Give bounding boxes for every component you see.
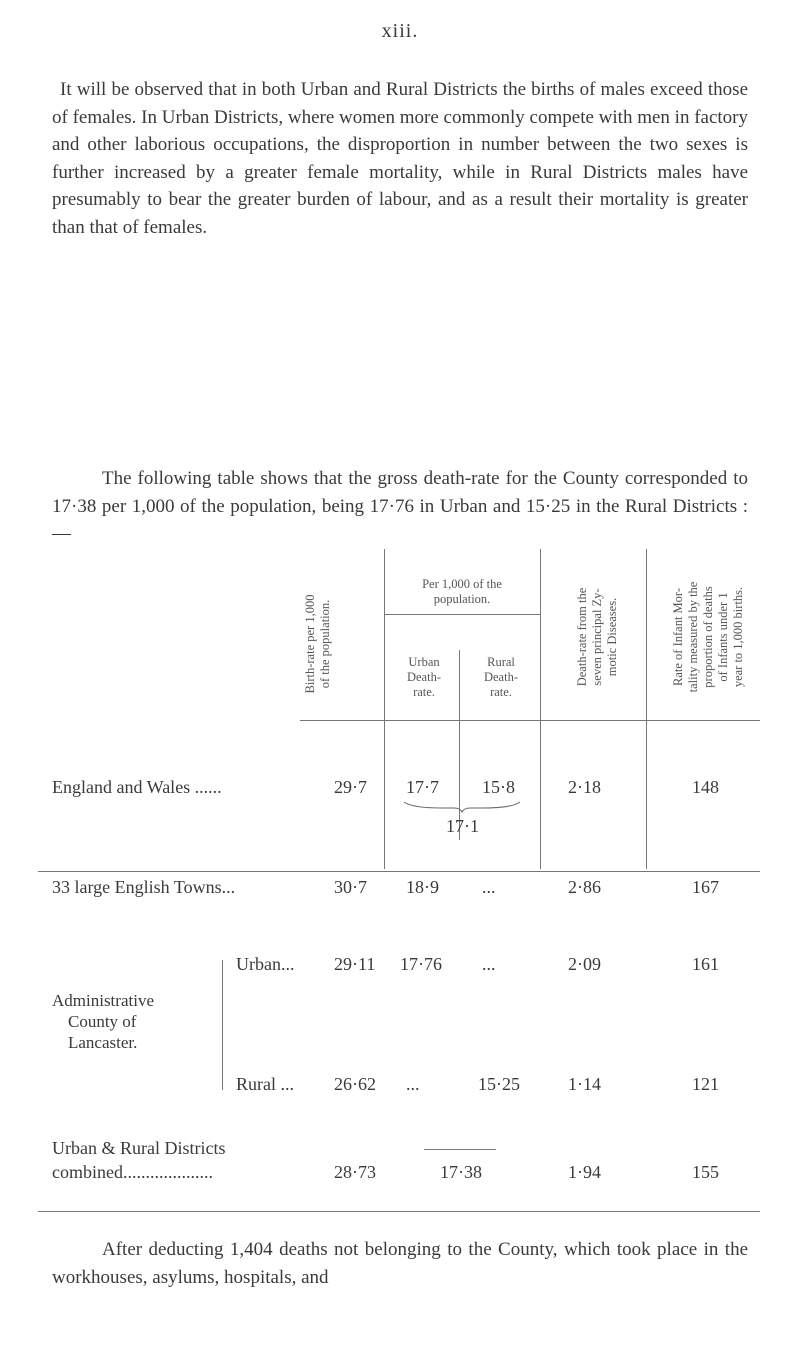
birth-rate-value: 30·7 [334,877,367,897]
combined-death-rate-value: 17·1 [446,816,479,836]
birth-rate-value: 29·7 [334,777,367,797]
table-end-rule [38,1211,760,1212]
page-number: xiii. [381,20,419,42]
rural-death-rate-value: 15·8 [482,777,515,797]
infant-mortality-value: 121 [692,1074,719,1094]
zymotic-rate-value: 1·94 [568,1162,601,1182]
paragraph-sex-ratio: It will be observed that in both Urban and Rural Districts the births of males exceed those of females. In Urban Districts, where women more commonly compete with men in factory and other laborious occupations, the disproportion in number between the two sexes is further increased by a greater female mortality, while in Rural Districts males have presumably to bear the greater burden of labour, and as a result their mortality is greater than that of females. [52,79,748,238]
row-label-continued: combined.................... [52,1162,213,1182]
header-separator [384,614,540,615]
header-bottom-rule [300,720,760,721]
infant-mortality-value: 167 [692,877,719,897]
birth-rate-value: 26·62 [334,1074,376,1094]
infant-mortality-value: 148 [692,777,719,797]
table-bottom-rule [38,871,760,872]
col-divider [540,549,541,869]
urban-death-rate-value: ... [406,1074,420,1094]
col-divider [646,549,647,869]
row-label: England and Wales ...... [52,777,222,797]
rural-death-rate-header: Rural Death- rate. [483,655,518,699]
row-label: Urban & Rural Districts [52,1138,226,1158]
row-label: Urban... [236,954,295,974]
row-label: Rural ... [236,1074,294,1094]
row-label: 33 large English Towns... [52,877,236,897]
zymotic-rate-value: 2·86 [568,877,601,897]
zymotic-rate-value: 2·09 [568,954,601,974]
paragraph-death-rate: The following table shows that the gross death-rate for the County corresponded to 17·38 per 1,000 of the population, being 17·76 in Urban and 15·25 in the Rural Districts :— [52,468,748,544]
infant-mortality-value: 155 [692,1162,719,1182]
urban-death-rate-value: 18·9 [406,877,439,897]
combined-brace [402,800,522,814]
urban-death-rate-header: Urban Death- rate. [406,655,441,699]
infant-mortality-header: Rate of Infant Mor- tality measured by the proportion of deaths of Infants under 1 year to 1,000 births. [671,581,745,693]
per-1000-header: Per 1,000 of the population. [422,577,502,606]
zymotic-header: Death-rate from the seven principal Zy- motic Diseases. [575,587,619,687]
urban-death-rate-value: 17·7 [406,777,439,797]
combined-rule [424,1149,496,1150]
rural-death-rate-value: ... [482,954,496,974]
birth-rate-header: Birth-rate per 1,000 of the population. [303,594,332,694]
zymotic-rate-value: 1·14 [568,1074,601,1094]
urban-death-rate-value: 17·76 [400,954,442,974]
admin-county-brace [222,960,233,1090]
zymotic-rate-value: 2·18 [568,777,601,797]
admin-county-label: Administrative County of Lancaster. [52,991,154,1052]
rural-death-rate-value: 15·25 [478,1074,520,1094]
combined-death-rate-value: 17·38 [440,1162,482,1182]
paragraph-deductions: After deducting 1,404 deaths not belonging to the County, which took place in the workhouses, asylums, hospitals, and [52,1239,748,1288]
birth-rate-value: 29·11 [334,954,376,974]
birth-rate-value: 28·73 [334,1162,376,1182]
infant-mortality-value: 161 [692,954,719,974]
rural-death-rate-value: ... [482,877,496,897]
